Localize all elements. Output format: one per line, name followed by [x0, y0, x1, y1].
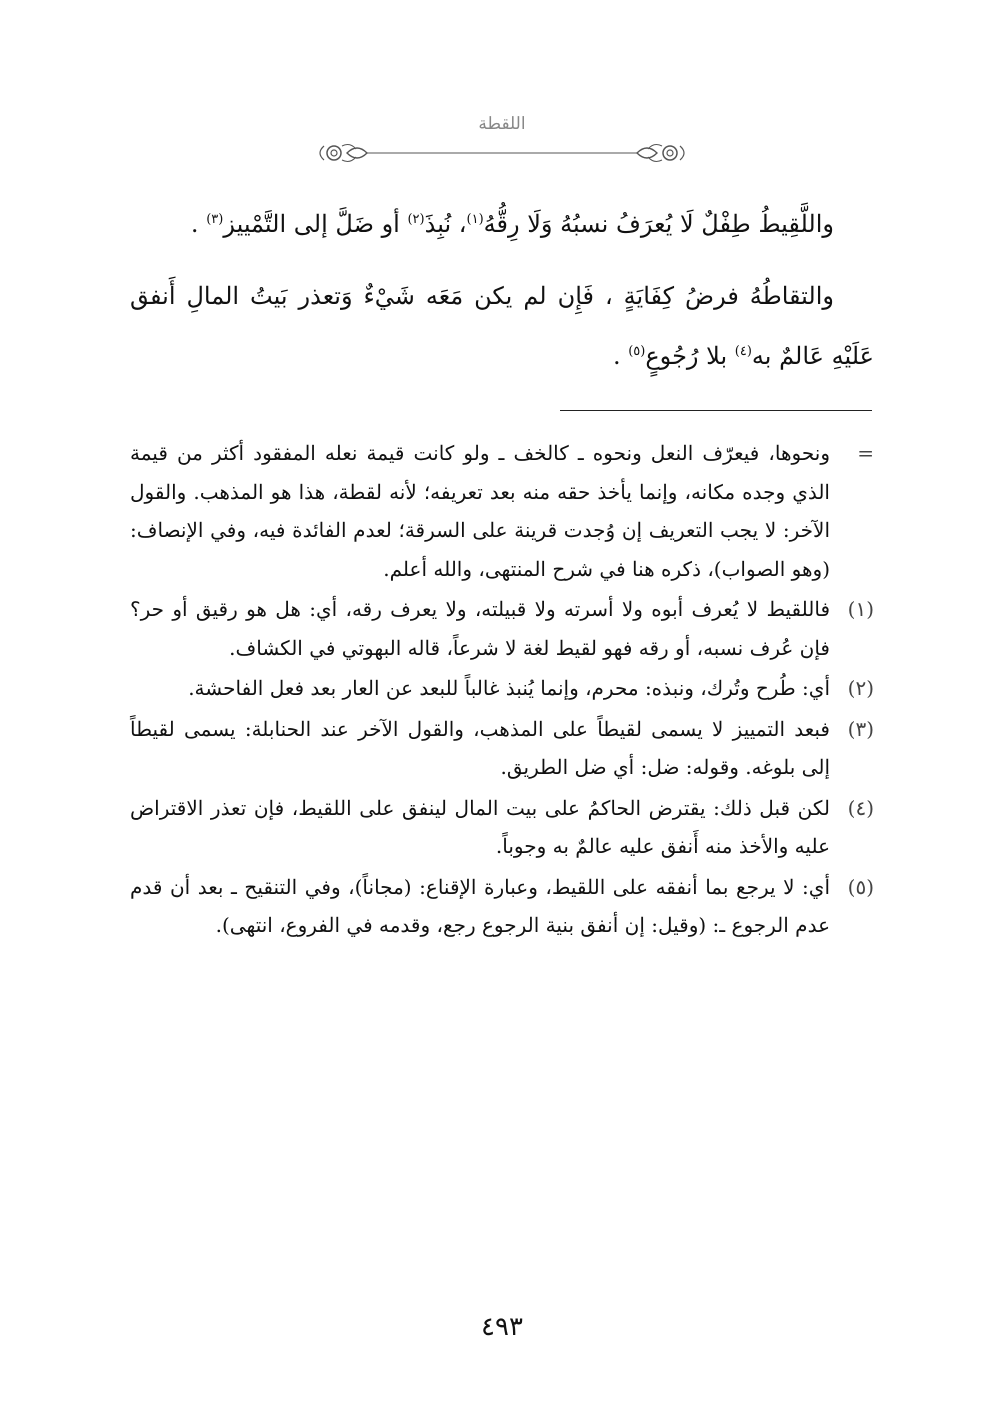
footnote-number: (٥) [847, 874, 874, 899]
footnote-number: (٣) [847, 716, 874, 741]
footnote-ref[interactable]: (١) [466, 212, 484, 227]
main-paragraph [130, 266, 874, 386]
footnote-marker: = [857, 441, 874, 465]
text-run: . [612, 342, 629, 370]
main-paragraph [130, 194, 874, 254]
footnote-number: (١) [847, 597, 874, 621]
footnote-ref[interactable]: (٥) [628, 344, 646, 359]
footnote-5 [130, 868, 874, 945]
footnote-text: ونحوها، فيعرّف النعل ونحوه ـ كالخف ـ ولو كانت قيمة نعله المفقود أكثر من قيمة الذي وجده مكانه، وإنما يأخذ حقه منه بعد تعريفه؛ لأنه لقطة، هذا هو المذهب. والقول الآخر: لا يجب التعريف إن وُجدت قرينة على السرقة؛ لعدم الفائدة فيه، وفي الإنصاف: (وهو الصواب)، ذكره هنا في شرح المنتهى، والله أعلم. [130, 441, 830, 581]
page-header [0, 112, 1004, 168]
text-run: واللَّقِيطُ طِفْلٌ لَا يُعرَفُ نسبُهُ وَلَا رِقُّهُ [483, 210, 834, 238]
footnote-text: أي: طُرح وتُرك، ونبذه: محرم، وإنما يُنبذ غالباً للبعد عن العار بعد فعل الفاحشة. [188, 676, 830, 700]
main-text [130, 194, 874, 386]
footnote-text: لكن قبل ذلك: يقترض الحاكمُ على بيت المال لينفق على اللقيط، فإن تعذر الاقتراض عليه والأخذ منه أَنفق عليه عالمٌ به وجوباً. [130, 795, 830, 858]
footnote-continuation [130, 434, 874, 588]
footnotes [130, 434, 874, 947]
footnote-text: فبعد التمييز لا يسمى لقيطاً على المذهب، والقول الآخر عند الحنابلة: يسمى لقيطاً إلى بلوغه. وقوله: ضل: أي ضل الطريق. [130, 716, 830, 779]
text-run: . [190, 210, 207, 238]
footnote-1 [130, 590, 874, 667]
page-number: ٤٩٣ [481, 1312, 523, 1342]
footnote-3 [130, 710, 874, 787]
footnote-2 [130, 669, 874, 708]
footnote-ref[interactable]: (٢) [407, 212, 425, 227]
footnote-4 [130, 789, 874, 866]
footnote-ref[interactable]: (٤) [734, 344, 752, 359]
text-run: بلا رُجُوعٍ [645, 342, 735, 370]
footnote-text: فاللقيط لا يُعرف أبوه ولا أسرته ولا قبيلته، ولا يعرف رقه، أي: هل هو رقيق أو حر؟ فإن عُرف نسبه، أو رقه فهو لقيط لغة لا شرعاً، قاله البهوتي في الكشاف. [130, 597, 830, 660]
header-ornament [312, 138, 692, 168]
running-title: اللقطة [478, 114, 526, 134]
footnote-separator [560, 410, 872, 411]
footnote-text: أي: لا يرجع بما أنفقه على اللقيط، وعبارة الإقناع: (مجاناً)، وفي التنقيح ـ بعد أن قدم عدم الرجوع ـ: (وقيل: إن أنفق بنية الرجوع رجع، وقدمه في الفروع، انتهى). [130, 874, 830, 937]
footnote-number: (٢) [847, 676, 874, 700]
text-run: والتقاطُهُ فرضُ كِفَايَةٍ ، فَإِن لم يكن مَعَه شَيْءٌ وَتعذر بَيتُ المالِ أَنفق عَلَيْهِ عَالمٌ به [130, 282, 874, 370]
footnote-number: (٤) [847, 795, 874, 820]
text-run: أو ضَلَّ إلى التَّمْييز [223, 210, 408, 238]
footnote-ref[interactable]: (٣) [206, 212, 224, 227]
text-run: ، نُبِذَ [424, 210, 467, 238]
